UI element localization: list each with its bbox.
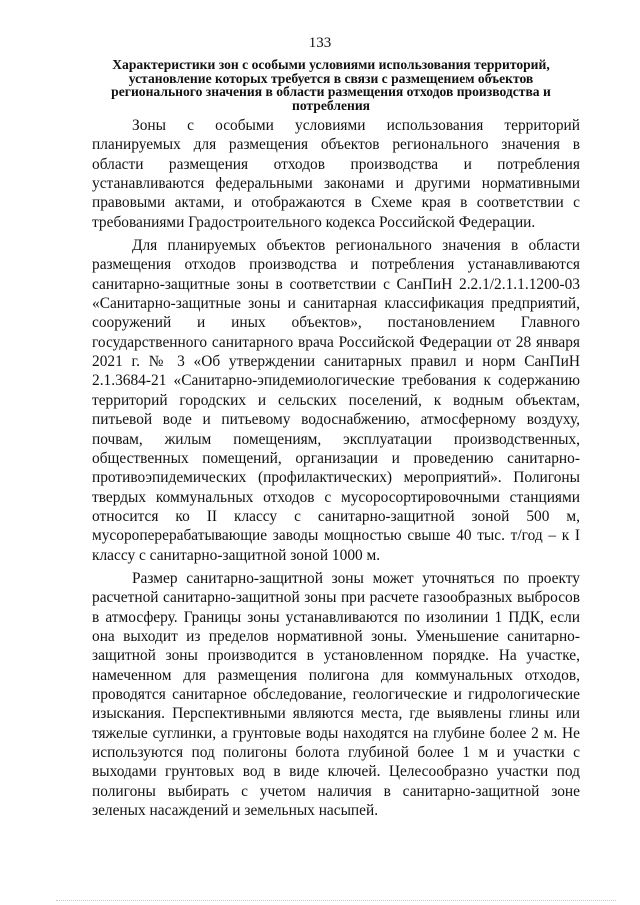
body-text [92,116,580,820]
page-bottom-edge [56,900,616,902]
paragraph: Размер санитарно-защитной зоны может уточняться по проекту расчетной санитарно-защитной зоны при расчете газообразных выбросов в атмосферу. Границы зоны устанавливаются по изолинии 1 ПДК, если она выходит из пределов нормативной зоны. Уменьшение санитарно-защитной зоны производится в установленном порядке. На участке, намеченном для размещения полигона для коммунальных отходов, проводятся санитарное обследование, геологические и гидрологические изыскания. Перспективными являются места, где выявлены глины или тяжелые суглинки, а грунтовые воды находятся на глубине более 2 м. Не используются под полигоны болота глубиной более 1 м и участки с выходами грунтовых вод в виде ключей. Целесообразно участки под полигоны выбирать с учетом наличия в санитарно-защитной зоне зеленых насаждений и земельных насыпей. [92,569,580,820]
paragraph: Для планируемых объектов регионального значения в области размещения отходов производства и потребления устанавливаются санитарно-защитные зоны в соответствии с СанПиН 2.2.1/2.1.1.1200-03 «Санитарно-защитные зоны и санитарная классификация предприятий, сооружений и иных объектов», постановлением Главного государственного санитарного врача Российской Федерации от 28 января 2021 г. № 3 «Об утверждении санитарных правил и норм СанПиН 2.1.3684-21 «Санитарно-эпидемиологические требования к содержанию территорий городских и сельских поселений, к водным объектам, питьевой воде и питьевому водоснабжению, атмосферному воздуху, почвам, жилым помещениям, эксплуатации производственных, общественных помещений, организации и проведению санитарно-противоэпидемических (профилактических) мероприятий». Полигоны твердых коммунальных отходов с мусоросортировочными станциями относится ко II классу с санитарно-защитной зоной 500 м, мусороперерабатывающие заводы мощностью свыше 40 тыс. т/год – к I классу с санитарно-защитной зоной 1000 м. [92,237,580,564]
paragraph: Зоны с особыми условиями использования территорий планируемых для размещения объектов регионального значения в области размещения отходов производства и потребления устанавливаются федеральными законами и другими нормативными правовыми актами, и отображаются в Схеме края в соответствии с требованиями Градостроительного кодекса Российской Федерации. [92,117,580,231]
page-number: 133 [308,35,332,51]
section-heading: Характеристики зон с особыми условиями использования территорий, установление которых требуется в связи с размещением объектов регионального значения в области размещения отходов производства и потребления [111,57,551,113]
